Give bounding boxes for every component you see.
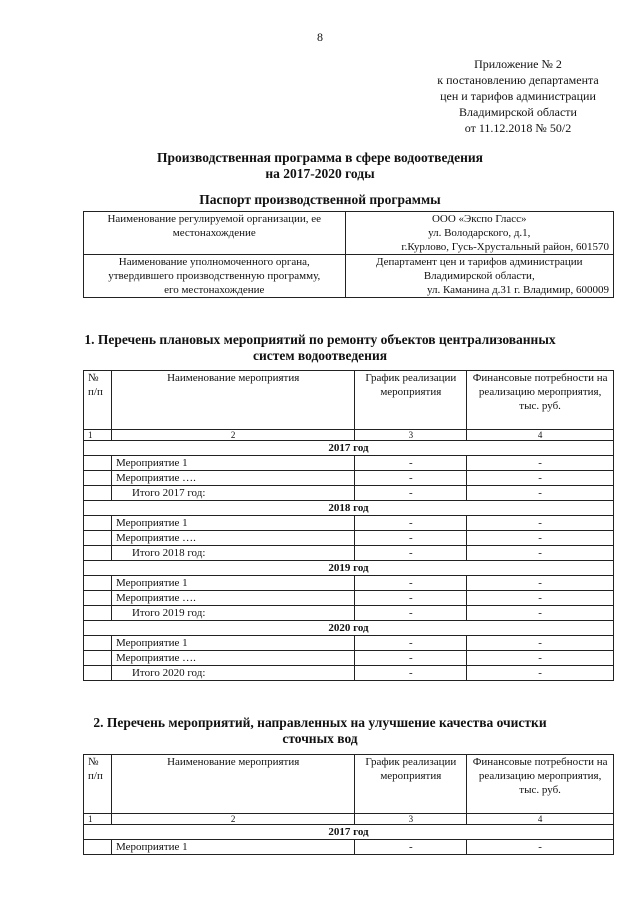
event-name: Мероприятие …. [111, 591, 354, 606]
table-row [84, 576, 614, 591]
appendix-line: цен и тарифов администрации [440, 89, 596, 103]
column-number: 4 [467, 814, 614, 825]
header-cell: Наименование мероприятия [111, 371, 354, 430]
event-finance: - [467, 636, 614, 651]
table-row [84, 651, 614, 666]
event-schedule: - [355, 840, 467, 855]
event-finance: - [467, 651, 614, 666]
year-row [84, 825, 614, 840]
column-number: 3 [355, 430, 467, 441]
event-finance: - [467, 531, 614, 546]
year-label: 2020 год [84, 621, 614, 636]
column-number: 1 [84, 430, 112, 441]
year-row [84, 501, 614, 516]
total-schedule: - [355, 606, 467, 621]
total-label: Итого 2019 год: [111, 606, 354, 621]
section1-table [83, 370, 614, 681]
table-row [84, 531, 614, 546]
event-name: Мероприятие 1 [111, 636, 354, 651]
total-finance: - [467, 546, 614, 561]
column-number: 2 [111, 814, 354, 825]
column-number-row [84, 814, 614, 825]
section-title-line: 2. Перечень мероприятий, направленных на улучшение качества очистки [93, 715, 547, 730]
event-schedule: - [355, 531, 467, 546]
header-cell: № п/п [84, 371, 112, 430]
event-schedule: - [355, 456, 467, 471]
passport-value: ООО «Экспо Гласс» ул. Володарского, д.1, г.Курлово, Гусь-Хрустальный район, 601570 [345, 212, 613, 255]
event-schedule: - [355, 471, 467, 486]
event-finance: - [467, 840, 614, 855]
total-row [84, 546, 614, 561]
event-schedule: - [355, 651, 467, 666]
passport-label: Наименование уполномоченного органа, утвердившего производственную программу, его местонахождение [84, 255, 346, 298]
total-finance: - [467, 486, 614, 501]
table-row [84, 591, 614, 606]
program-title [0, 150, 640, 182]
section-title-line: 1. Перечень плановых мероприятий по ремонту объектов централизованных [84, 332, 556, 347]
event-finance: - [467, 456, 614, 471]
event-schedule: - [355, 576, 467, 591]
header-cell: Финансовые потребности на реализацию мероприятия, тыс. руб. [467, 371, 614, 430]
event-schedule: - [355, 636, 467, 651]
column-number: 4 [467, 430, 614, 441]
total-row [84, 486, 614, 501]
event-finance: - [467, 591, 614, 606]
section-title-line: сточных вод [282, 731, 358, 746]
column-number: 3 [355, 814, 467, 825]
section2-table [83, 754, 614, 855]
total-schedule: - [355, 666, 467, 681]
event-schedule: - [355, 591, 467, 606]
section-title-line: систем водоотведения [252, 348, 388, 363]
table-row [84, 516, 614, 531]
column-number: 2 [111, 430, 354, 441]
header-cell: № п/п [84, 755, 112, 814]
table-header-row [84, 755, 614, 814]
event-name: Мероприятие 1 [111, 456, 354, 471]
section1-title [0, 332, 640, 364]
appendix-line: от 11.12.2018 № 50/2 [464, 121, 572, 135]
event-name: Мероприятие …. [111, 471, 354, 486]
year-label: 2017 год [84, 825, 614, 840]
event-name: Мероприятие …. [111, 531, 354, 546]
event-finance: - [467, 471, 614, 486]
section2-title [0, 715, 640, 747]
total-label: Итого 2017 год: [111, 486, 354, 501]
column-number: 1 [84, 814, 112, 825]
event-finance: - [467, 576, 614, 591]
event-name: Мероприятие 1 [111, 840, 354, 855]
year-label: 2018 год [84, 501, 614, 516]
passport-value: Департамент цен и тарифов администрации Владимирской области, ул. Каманина д.31 г. Владимир, 600009 [345, 255, 613, 298]
total-row [84, 666, 614, 681]
total-label: Итого 2020 год: [111, 666, 354, 681]
year-row [84, 621, 614, 636]
passport-row [84, 212, 614, 255]
appendix-line: Приложение № 2 [474, 57, 562, 71]
total-finance: - [467, 666, 614, 681]
passport-row [84, 255, 614, 298]
event-finance: - [467, 516, 614, 531]
table-row [84, 456, 614, 471]
passport-title: Паспорт производственной программы [199, 192, 441, 207]
passport-label: Наименование регулируемой организации, ее местонахождение [84, 212, 346, 255]
year-label: 2019 год [84, 561, 614, 576]
table-row [84, 636, 614, 651]
event-name: Мероприятие 1 [111, 576, 354, 591]
year-label: 2017 год [84, 441, 614, 456]
event-name: Мероприятие 1 [111, 516, 354, 531]
table-row [84, 840, 614, 855]
event-name: Мероприятие …. [111, 651, 354, 666]
year-row [84, 561, 614, 576]
program-title-line: на 2017-2020 годы [265, 166, 375, 181]
total-row [84, 606, 614, 621]
table-header-row [84, 371, 614, 430]
total-finance: - [467, 606, 614, 621]
appendix-line: к постановлению департамента [437, 73, 599, 87]
total-schedule: - [355, 486, 467, 501]
page-number: 8 [317, 30, 323, 44]
table-row [84, 471, 614, 486]
header-cell: Наименование мероприятия [111, 755, 354, 814]
header-cell: График реализации мероприятия [355, 371, 467, 430]
year-row [84, 441, 614, 456]
program-title-line: Производственная программа в сфере водоотведения [157, 150, 483, 165]
event-schedule: - [355, 516, 467, 531]
total-schedule: - [355, 546, 467, 561]
total-label: Итого 2018 год: [111, 546, 354, 561]
header-cell: График реализации мероприятия [355, 755, 467, 814]
header-cell: Финансовые потребности на реализацию мероприятия, тыс. руб. [467, 755, 614, 814]
appendix-line: Владимирской области [459, 105, 577, 119]
passport-table [83, 211, 614, 298]
appendix-block [408, 56, 628, 136]
column-number-row [84, 430, 614, 441]
